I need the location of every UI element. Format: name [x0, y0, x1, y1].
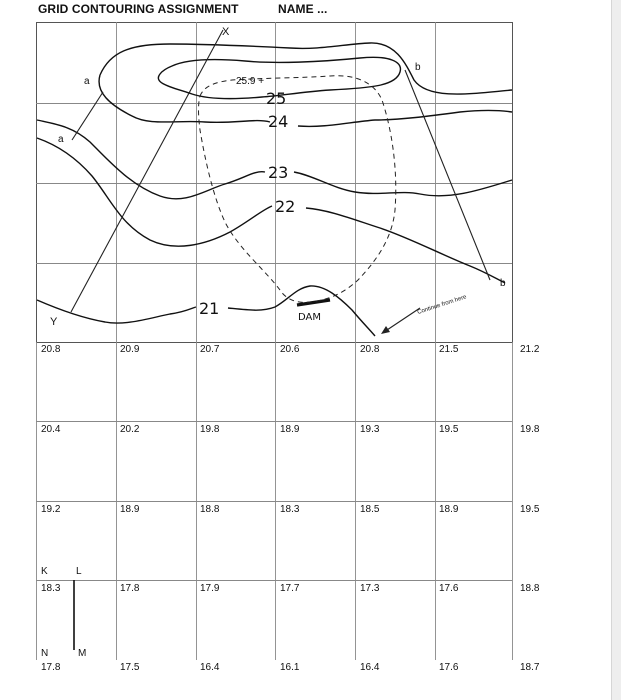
grid-value: 19.5	[439, 424, 459, 435]
grid-value: 20.7	[200, 344, 220, 355]
grid-value: 20.8	[360, 344, 380, 355]
grid-value: 16.4	[360, 662, 380, 673]
grid-value: 17.9	[200, 583, 220, 594]
grid-value: 18.7	[520, 662, 540, 673]
grid-value: 17.8	[120, 583, 140, 594]
grid-value: 21.5	[439, 344, 459, 355]
grid-value: 19.8	[520, 424, 540, 435]
grid-value: 21.2	[520, 344, 540, 355]
marker-m: M	[78, 648, 87, 659]
contour-label-25-9: 25.9 +	[236, 76, 265, 87]
grid-value: 18.9	[280, 424, 300, 435]
grid-value: 18.9	[439, 504, 459, 515]
contour-label-23: 23	[268, 163, 289, 182]
label-a-left: a	[58, 134, 64, 145]
grid-value: 16.4	[200, 662, 220, 673]
contour-label-24: 24	[268, 112, 289, 131]
grid-value: 17.6	[439, 662, 459, 673]
grid-value: 18.3	[41, 583, 61, 594]
label-y: Y	[50, 316, 58, 328]
label-b-top: b	[415, 62, 421, 73]
marker-l: L	[76, 566, 82, 577]
grid-value: 17.8	[41, 662, 61, 673]
dam-label: DAM	[298, 312, 321, 323]
grid-value: 17.5	[120, 662, 140, 673]
grid-value: 16.1	[280, 662, 300, 673]
grid-value: 17.3	[360, 583, 380, 594]
grid-value: 20.4	[41, 424, 61, 435]
contour-label-21: 21	[199, 299, 220, 318]
grid-value: 18.5	[360, 504, 380, 515]
name-label: NAME ...	[278, 2, 328, 16]
label-x: X	[222, 26, 230, 38]
grid-value: 17.6	[439, 583, 459, 594]
grid-value: 19.5	[520, 504, 540, 515]
worksheet-title: GRID CONTOURING ASSIGNMENT	[38, 2, 239, 16]
label-a-top: a	[84, 76, 90, 87]
grid-value: 19.8	[200, 424, 220, 435]
grid-value: 20.8	[41, 344, 61, 355]
label-b-right: b	[500, 278, 506, 289]
grid-value: 20.6	[280, 344, 300, 355]
grid-value: 17.7	[280, 583, 300, 594]
contour-label-22: 22	[275, 197, 296, 216]
grid-value: 18.9	[120, 504, 140, 515]
grid-value: 20.2	[120, 424, 140, 435]
contour-label-25: 25	[266, 89, 287, 108]
grid-value: 18.8	[200, 504, 220, 515]
marker-k: K	[41, 566, 48, 577]
grid-value: 19.2	[41, 504, 61, 515]
grid-value: 18.3	[280, 504, 300, 515]
marker-n: N	[41, 648, 49, 659]
grid-value: 20.9	[120, 344, 140, 355]
grid-value: 19.3	[360, 424, 380, 435]
page-edge-strip	[611, 0, 621, 700]
grid-value: 18.8	[520, 583, 540, 594]
continue-note: Continue from here	[416, 294, 468, 316]
